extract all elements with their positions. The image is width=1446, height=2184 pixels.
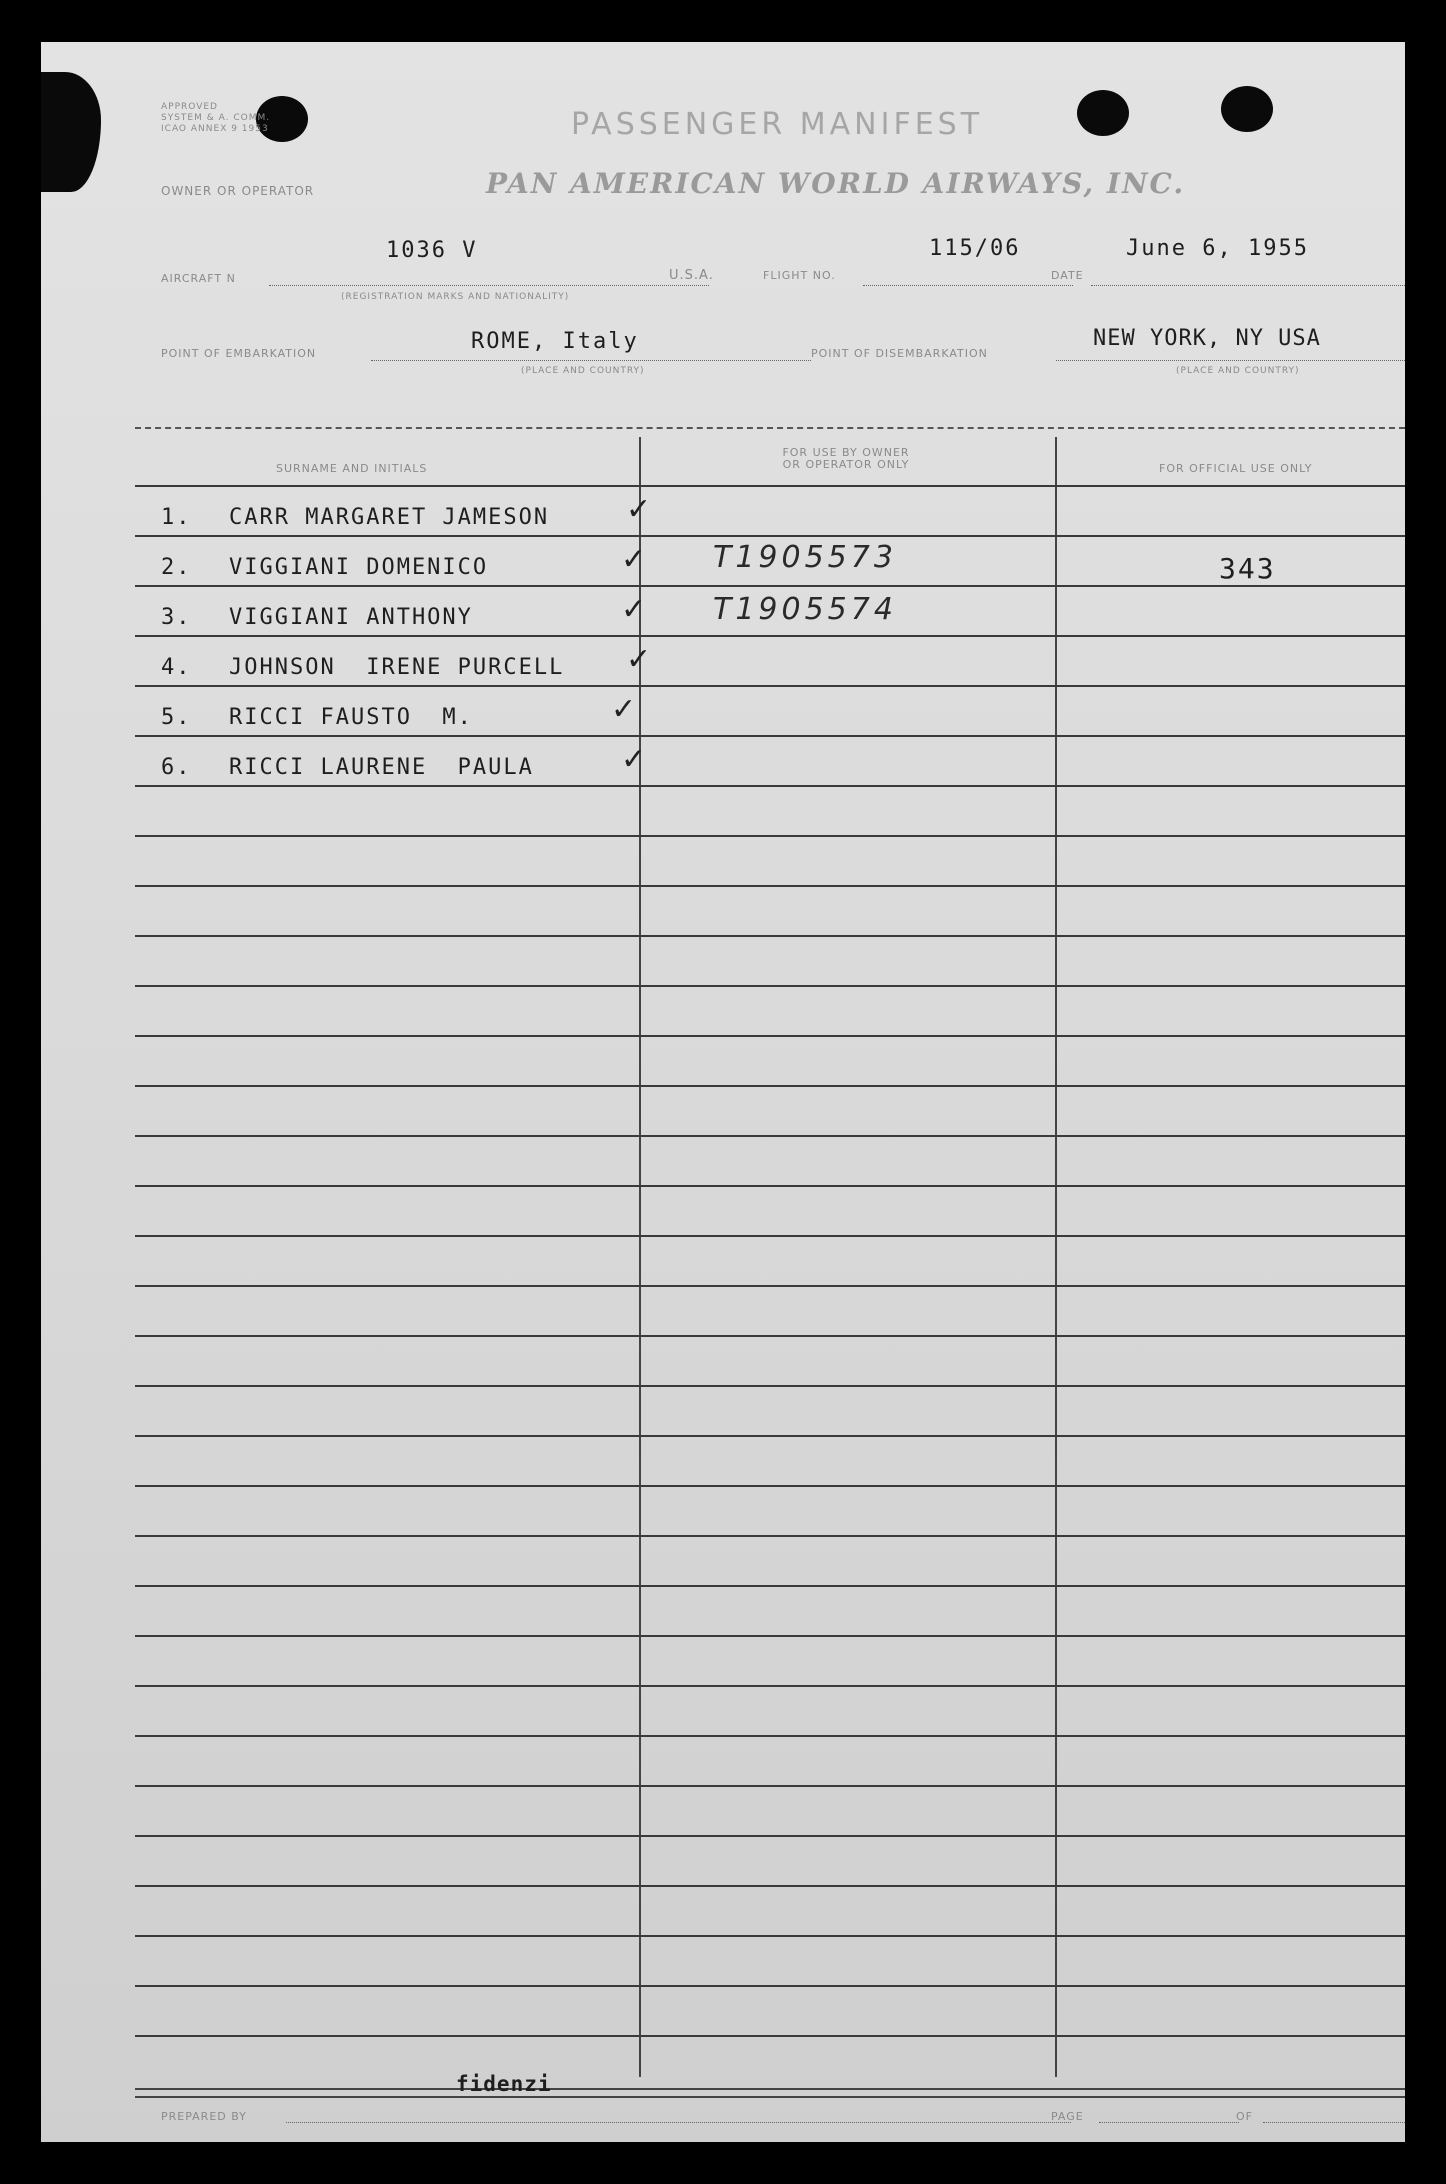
prepared-line (286, 2122, 1071, 2123)
of-label: OF (1236, 2110, 1253, 2123)
table-bottom-rule (135, 2096, 1405, 2098)
approval-line: SYSTEM & A. COMM. (161, 113, 271, 123)
embark-line (371, 360, 811, 361)
row-rule (135, 1385, 1405, 1387)
row-rule (135, 1885, 1405, 1887)
row-rule (135, 585, 1405, 587)
row-rule (135, 935, 1405, 937)
row-rule (135, 1435, 1405, 1437)
checkmark-icon: ✓ (626, 492, 652, 527)
column-divider (1055, 437, 1057, 2077)
checkmark-icon: ✓ (621, 742, 647, 777)
flight-value: 115/06 (929, 236, 1021, 261)
passenger-number: 5. (161, 705, 192, 730)
row-rule (135, 735, 1405, 737)
passenger-name: RICCI LAURENE PAULA (229, 755, 534, 780)
disembark-value: NEW YORK, NY USA (1093, 326, 1321, 351)
owner-name: PAN AMERICAN WORLD AIRWAYS, INC. (486, 167, 1186, 200)
approval-stamp (161, 102, 270, 135)
ticket-number: T1905573 (713, 540, 897, 575)
of-line (1263, 2122, 1405, 2123)
aircraft-value: 1036 V (386, 238, 478, 263)
table-bottom-rule (135, 2088, 1405, 2090)
table-top-rule (135, 427, 1405, 429)
ticket-number: T1905574 (713, 592, 897, 627)
embark-label: POINT OF EMBARKATION (161, 347, 317, 360)
checkmark-icon: ✓ (621, 542, 647, 577)
checkmark-icon: ✓ (626, 642, 652, 677)
checkmark-icon: ✓ (611, 692, 637, 727)
disembark-label: POINT OF DISEMBARKATION (811, 347, 988, 360)
row-rule (135, 485, 1405, 487)
flight-label: FLIGHT NO. (763, 269, 836, 282)
aircraft-line (269, 285, 709, 286)
date-value: June 6, 1955 (1126, 236, 1309, 261)
row-rule (135, 2035, 1405, 2037)
passenger-number: 3. (161, 605, 192, 630)
approval-line: ICAO ANNEX 9 1953 (161, 124, 269, 134)
approval-line: APPROVED (161, 102, 218, 112)
row-rule (135, 1285, 1405, 1287)
row-rule (135, 1335, 1405, 1337)
passenger-name: RICCI FAUSTO M. (229, 705, 473, 730)
checkmark-icon: ✓ (621, 592, 647, 627)
row-rule (135, 1485, 1405, 1487)
date-line (1091, 285, 1405, 286)
row-rule (135, 1735, 1405, 1737)
flight-line (863, 285, 1073, 286)
row-rule (135, 685, 1405, 687)
row-rule (135, 785, 1405, 787)
official-number: 343 (1219, 552, 1276, 585)
row-rule (135, 835, 1405, 837)
passenger-name: JOHNSON IRENE PURCELL (229, 655, 565, 680)
row-rule (135, 1035, 1405, 1037)
row-rule (135, 635, 1405, 637)
row-rule (135, 1535, 1405, 1537)
passenger-number: 6. (161, 755, 192, 780)
row-rule (135, 1685, 1405, 1687)
col-official-header: FOR OFFICIAL USE ONLY (1159, 462, 1313, 475)
disembark-sub: (PLACE AND COUNTRY) (1176, 366, 1300, 376)
row-rule (135, 1935, 1405, 1937)
row-rule (135, 1835, 1405, 1837)
usa-label: U.S.A. (669, 268, 714, 283)
row-rule (135, 1235, 1405, 1237)
passenger-name: CARR MARGARET JAMESON (229, 505, 550, 530)
embark-value: ROME, Italy (471, 329, 639, 354)
page-line (1099, 2122, 1239, 2123)
row-rule (135, 985, 1405, 987)
row-rule (135, 1185, 1405, 1187)
punch-hole (1221, 86, 1273, 132)
passenger-number: 2. (161, 555, 192, 580)
col-owner-header: FOR USE BY OWNER OR OPERATOR ONLY (782, 446, 910, 471)
date-label: DATE (1051, 269, 1084, 282)
page-label: PAGE (1051, 2110, 1084, 2123)
disembark-line (1056, 360, 1405, 361)
row-rule (135, 1785, 1405, 1787)
owner-label: OWNER OR OPERATOR (161, 184, 315, 198)
punch-hole (1077, 90, 1129, 136)
row-rule (135, 535, 1405, 537)
prepared-by-value: fidenzi (456, 2072, 552, 2096)
row-rule (135, 1985, 1405, 1987)
passenger-name: VIGGIANI DOMENICO (229, 555, 489, 580)
row-rule (135, 885, 1405, 887)
aircraft-label: AIRCRAFT N (161, 272, 236, 285)
prepared-by-label: PREPARED BY (161, 2110, 247, 2123)
row-rule (135, 1585, 1405, 1587)
aircraft-sub: (REGISTRATION MARKS AND NATIONALITY) (341, 292, 570, 302)
row-rule (135, 1085, 1405, 1087)
manifest-sheet (41, 42, 1405, 2142)
row-rule (135, 1635, 1405, 1637)
document-title: PASSENGER MANIFEST (571, 107, 984, 142)
passenger-number: 1. (161, 505, 192, 530)
column-divider (639, 437, 641, 2077)
embark-sub: (PLACE AND COUNTRY) (521, 366, 645, 376)
passenger-number: 4. (161, 655, 192, 680)
col-surname-header: SURNAME AND INITIALS (276, 462, 428, 475)
passenger-name: VIGGIANI ANTHONY (229, 605, 473, 630)
row-rule (135, 1135, 1405, 1137)
